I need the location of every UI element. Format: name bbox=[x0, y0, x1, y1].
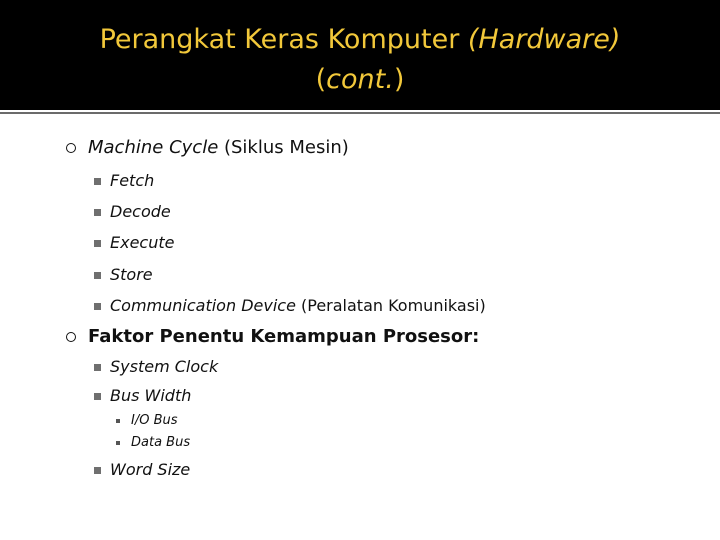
square-icon bbox=[94, 272, 101, 279]
item-text: Bus Width bbox=[110, 386, 192, 405]
item-text: Decode bbox=[110, 202, 171, 221]
section-heading-faktor-penentu bbox=[88, 326, 479, 347]
section-heading-machine-cycle bbox=[88, 137, 349, 158]
sub-item-text: I/O Bus bbox=[131, 413, 178, 428]
item-text: System Clock bbox=[110, 357, 219, 376]
small-square-icon bbox=[116, 441, 120, 445]
list-item-execute bbox=[110, 233, 174, 252]
item-text: Store bbox=[110, 265, 153, 284]
heading-italic: Machine Cycle bbox=[88, 137, 219, 158]
square-icon bbox=[94, 209, 101, 216]
square-icon bbox=[94, 240, 101, 247]
item-text: Fetch bbox=[110, 171, 155, 190]
square-icon bbox=[94, 364, 101, 371]
sub-item-text: Data Bus bbox=[131, 435, 191, 450]
item-text: Communication Device bbox=[110, 296, 296, 315]
title-paren-close: ) bbox=[393, 64, 405, 95]
hollow-circle-icon bbox=[66, 332, 76, 342]
list-item-communication-device bbox=[110, 296, 486, 315]
title-italic: (Hardware) bbox=[467, 24, 621, 55]
list-item-system-clock bbox=[110, 357, 218, 376]
heading-bold: Faktor Penentu Kemampuan Prosesor: bbox=[88, 326, 480, 347]
sub-item-data-bus bbox=[131, 435, 190, 450]
list-item-bus-width bbox=[110, 386, 191, 405]
title-text: Perangkat Keras Komputer bbox=[99, 24, 468, 55]
list-item-decode bbox=[110, 202, 171, 221]
item-text-normal: (Peralatan Komunikasi) bbox=[295, 296, 486, 315]
square-icon bbox=[94, 393, 101, 400]
list-item-word-size bbox=[110, 460, 190, 479]
title-cont: cont. bbox=[326, 64, 394, 95]
list-item-fetch bbox=[110, 171, 154, 190]
item-text: Word Size bbox=[110, 460, 191, 479]
square-icon bbox=[94, 303, 101, 310]
square-icon bbox=[94, 178, 101, 185]
hollow-circle-icon bbox=[66, 143, 76, 153]
square-icon bbox=[94, 467, 101, 474]
title-paren-open: ( bbox=[315, 64, 327, 95]
small-square-icon bbox=[116, 419, 120, 423]
item-text: Execute bbox=[110, 233, 175, 252]
heading-normal: (Siklus Mesin) bbox=[218, 137, 349, 158]
sub-item-io-bus bbox=[131, 413, 178, 428]
list-item-store bbox=[110, 265, 153, 284]
